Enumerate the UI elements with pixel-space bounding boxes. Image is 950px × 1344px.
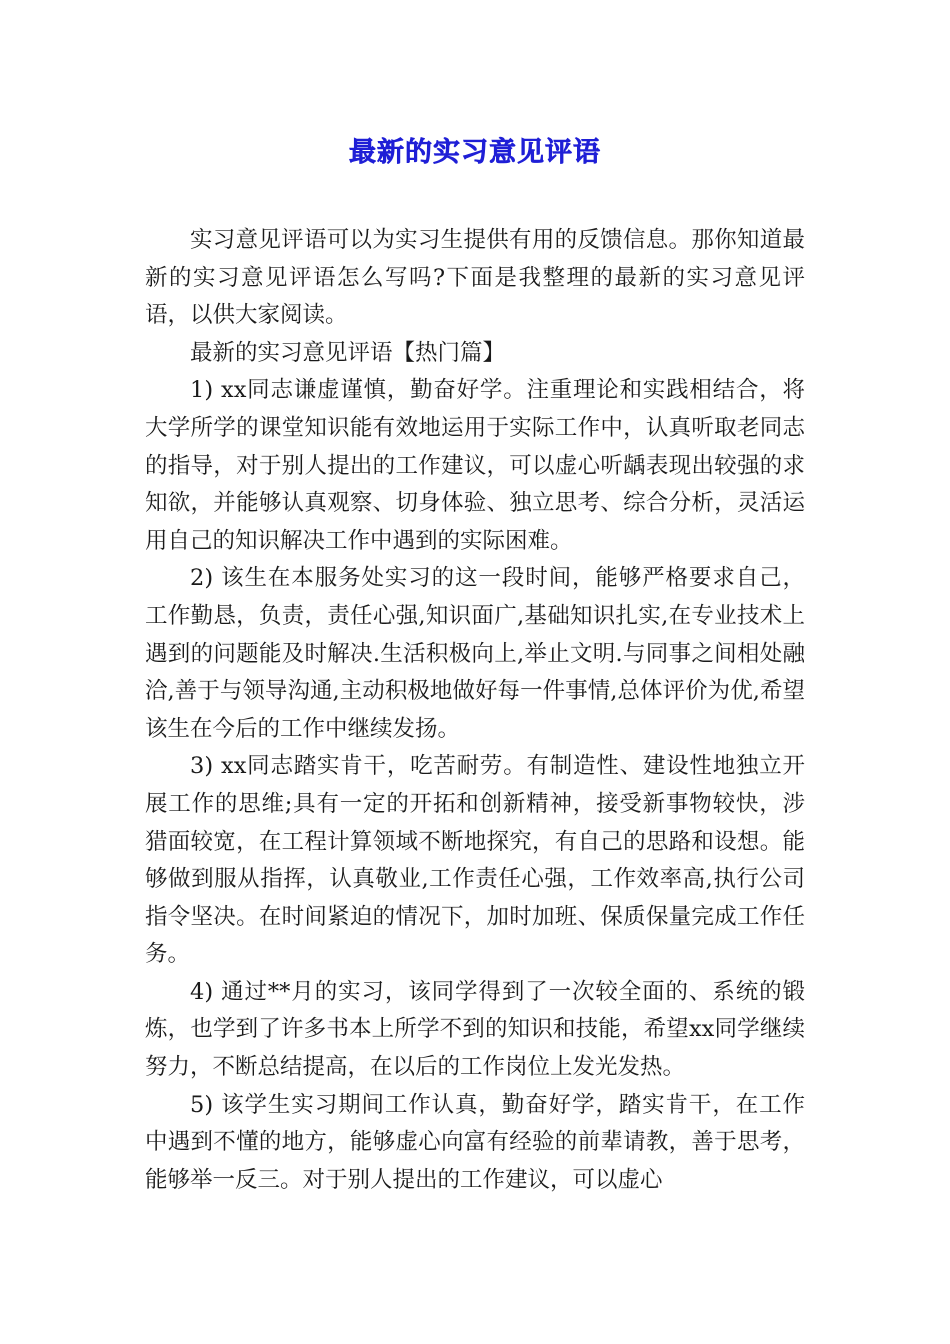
comment-paragraph-5: 5) 该学生实习期间工作认真，勤奋好学，踏实肯干，在工作中遇到不懂的地方，能够虚心向富有经验的前辈请教，善于思考，能够举一反三。对于别人提出的工作建议，可以虚心: [145, 1091, 805, 1193]
comment-paragraph-4: 4) 通过**月的实习，该同学得到了一次较全面的、系统的锻炼，也学到了许多书本上所学不到的知识和技能，希望xx同学继续努力，不断总结提高，在以后的工作岗位上发光发热。: [145, 978, 805, 1081]
section-heading: 最新的实习意见评语【热门篇】: [190, 339, 506, 366]
intro-paragraph: 实习意见评语可以为实习生提供有用的反馈信息。那你知道最新的实习意见评语怎么写吗?下面是我整理的最新的实习意见评语，以供大家阅读。: [145, 227, 805, 329]
comment-paragraph-2: 2) 该生在本服务处实习的这一段时间，能够严格要求自己，工作勤恳，负责，责任心强,知识面广,基础知识扎实,在专业技术上遇到的问题能及时解决.生活积极向上,举止文明.与同事之间相处融洽,善于与领导沟通,主动积极地做好每一件事情,总体评价为优,希望该生在今后的工作中继续发扬。: [145, 565, 805, 742]
document-body: [145, 222, 805, 1199]
document-title: 最新的实习意见评语: [349, 137, 601, 168]
comment-paragraph-3: 3) xx同志踏实肯干，吃苦耐劳。有制造性、建设性地独立开展工作的思维;具有一定的开拓和创新精神，接受新事物较快，涉猎面较宽，在工程计算领域不断地探究，有自己的思路和设想。能够做到服从指挥，认真敬业,工作责任心强，工作效率高,执行公司指令坚决。在时间紧迫的情况下，加时加班、保质保量完成工作任务。: [145, 753, 805, 968]
comment-paragraph-1: 1) xx同志谦虚谨慎，勤奋好学。注重理论和实践相结合，将大学所学的课堂知识能有效地运用于实际工作中，认真听取老同志的指导，对于别人提出的工作建议，可以虚心听龋表现出较强的求知欲，并能够认真观察、切身体验、独立思考、综合分析，灵活运用自己的知识解决工作中遇到的实际困难。: [145, 377, 805, 554]
